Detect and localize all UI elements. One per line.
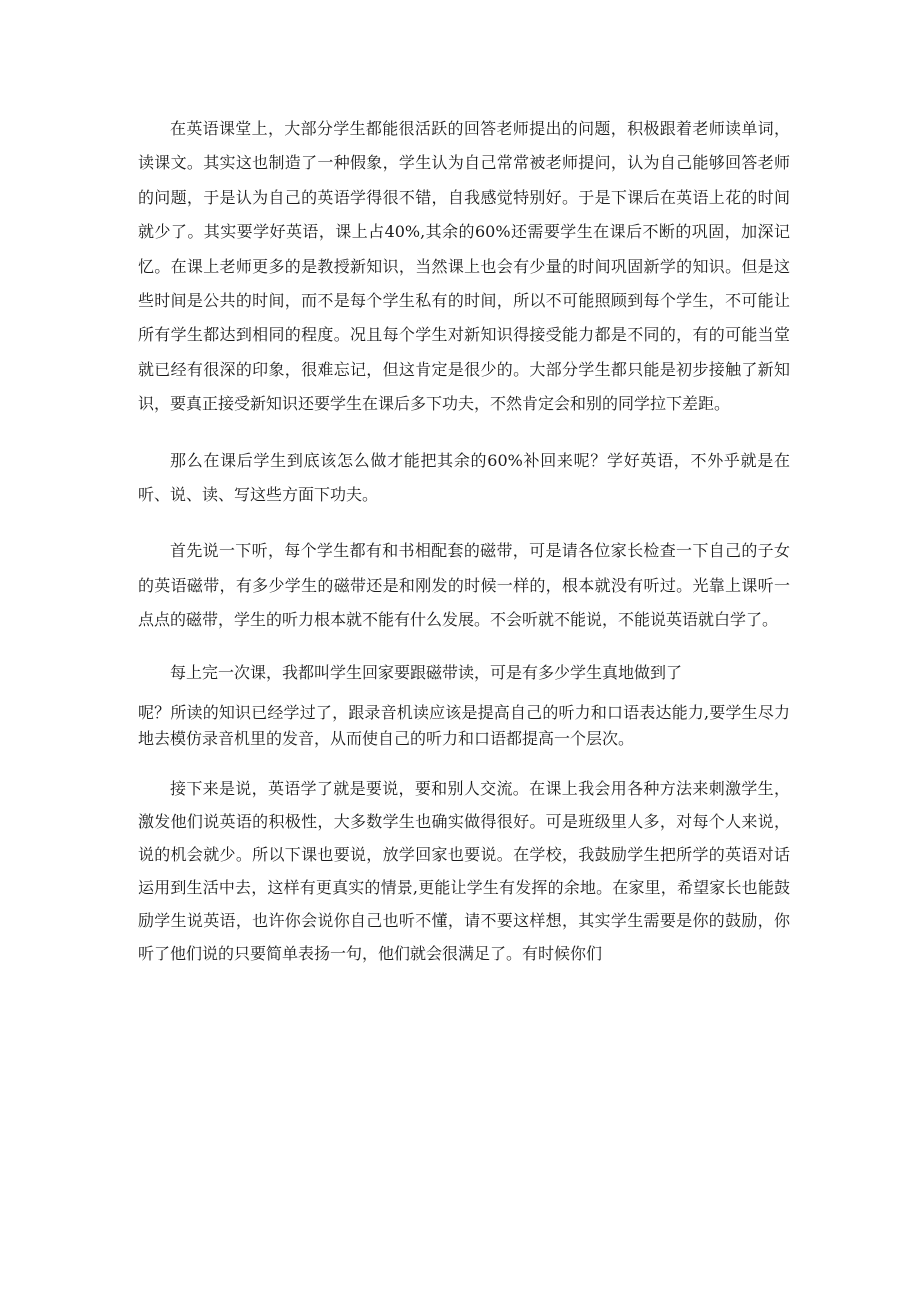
- paragraph-reading-line-1: 每上完一次课，我都叫学生回家要跟磁带读，可是有多少学生真地做到了: [170, 662, 683, 682]
- paragraph-speaking: 接下来是说，英语学了就是要说，要和别人交流。在课上我会用各种方法来刺激学生，激发他们说英语的积极性，大多数学生也确实做得很好。可是班级里人多，对每个人来说，说的机会就少。所以下课也要说，放学回家也要说。在学校，我鼓励学生把所学的英语对话运用到生活中去，这样有更真实的情景,更能让学生有发挥的余地。在家里，希望家长也能鼓励学生说英语，也许你会说你自己也听不懂，请不要这样想，其实学生需要是你的鼓励，你听了他们说的只要简单表扬一句，他们就会很满足了。有时候你们: [138, 778, 790, 963]
- document-body: [138, 112, 790, 970]
- paragraph-classroom-illusion: 在英语课堂上，大部分学生都能很活跃的回答老师提出的问题，积极跟着老师读单词，读课文。其实这也制造了一种假象，学生认为自己常常被老师提问，认为自己能够回答老师的问题，于是认为自己的英语学得很不错，自我感觉特别好。于是下课后在英语上花的时间就少了。其实要学好英语，课上占40%,其余的60%还需要学生在课后不断的巩固，加深记忆。在课上老师更多的是教授新知识，当然课上也会有少量的时间巩固新学的知识。但是这些时间是公共的时间，而不是每个学生私有的时间，所以不可能照顾到每个学生，不可能让所有学生都达到相同的程度。况且每个学生对新知识得接受能力都是不同的，有的可能当堂就已经有很深的印象，很难忘记，但这肯定是很少的。大部分学生都只能是初步接触了新知识，要真正接受新知识还要学生在课后多下功夫，不然肯定会和别的同学拉下差距。: [138, 119, 790, 414]
- paragraph-reading-continuation: 呢？所读的知识已经学过了，跟录音机读应该是提高自己的听力和口语表达能力,要学生尽力地去模仿录音机里的发音，从而使自己的听力和口语都提高一个层次。: [138, 702, 790, 748]
- paragraph-after-class-question: 那么在课后学生到底该怎么做才能把其余的60%补回来呢？学好英语，不外乎就是在听、说、读、写这些方面下功夫。: [138, 450, 790, 505]
- paragraph-listening: 首先说一下听，每个学生都有和书相配套的磁带，可是请各位家长检查一下自己的子女的英语磁带，有多少学生的磁带还是和刚发的时候一样的，根本就没有听过。光靠上课听一点点的磁带，学生的听力根本就不能有什么发展。不会听就不能说，不能说英语就白学了。: [138, 541, 790, 630]
